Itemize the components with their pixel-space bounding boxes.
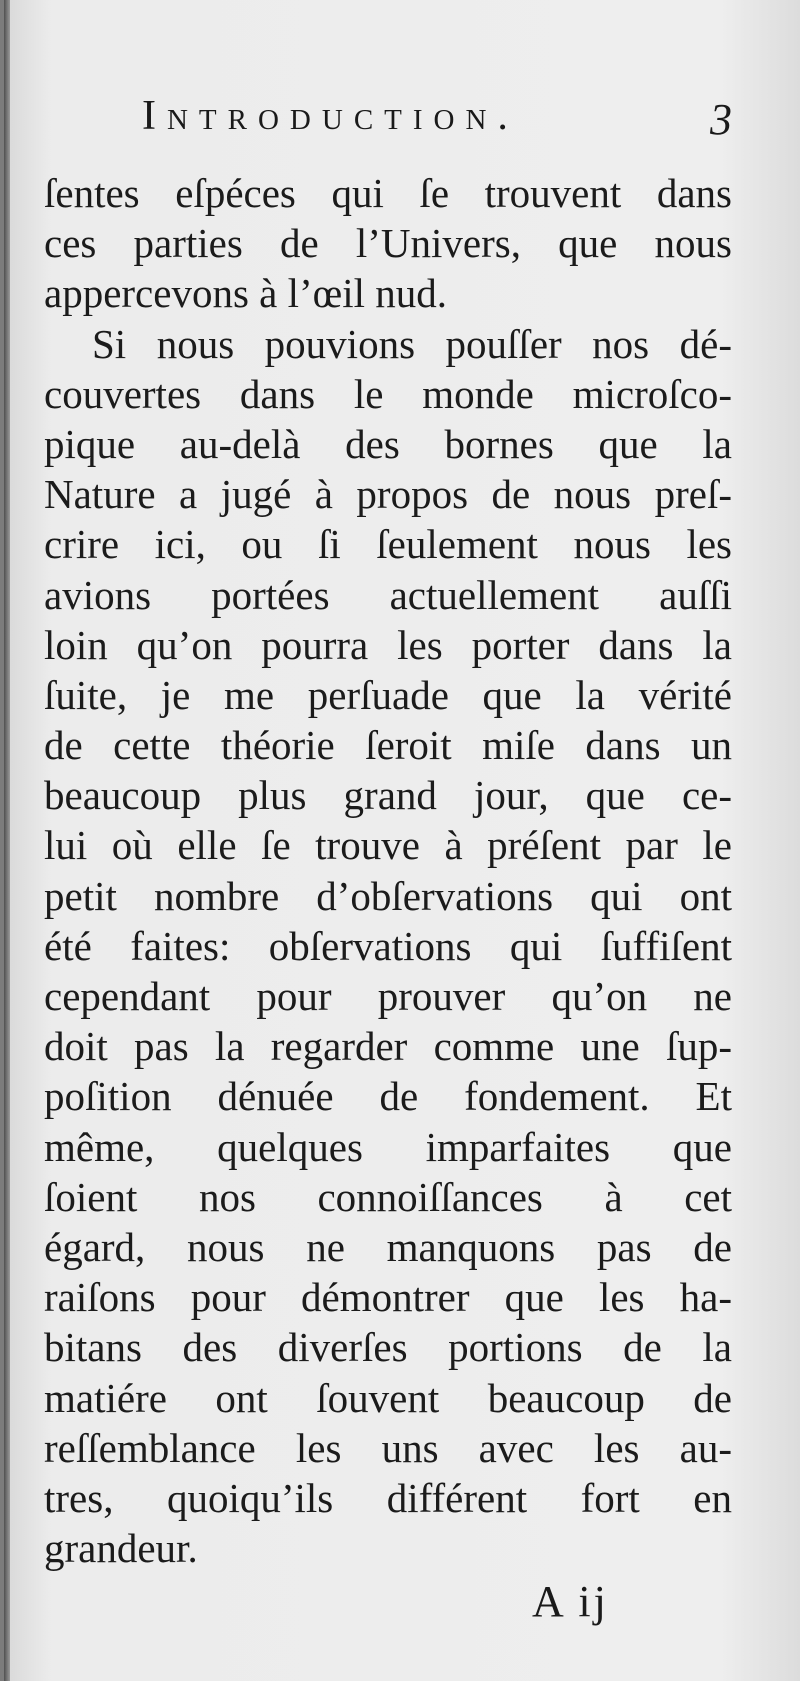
paragraph-first-line: Si nous pouvions pouſſer nos dé- <box>92 320 732 367</box>
text-line: Nature a jugé à propos de nous preſ- <box>44 471 732 518</box>
text-line: ſentes eſpéces qui ſe trouvent dans <box>44 170 732 216</box>
book-page <box>4 0 800 1681</box>
text-line: loin qu’on pourra les porter dans la <box>44 621 732 668</box>
text-line: ſuite, je me perſuade que la vérité <box>44 671 732 718</box>
text-line: avions portées actuellement auſſi <box>44 571 732 618</box>
text-line: matiére ont ſouvent beaucoup de <box>44 1374 732 1421</box>
text-line: égard, nous ne manquons pas de <box>44 1223 732 1270</box>
text-line: de cette théorie ſeroit miſe dans un <box>44 722 732 769</box>
text-line: doit pas la regarder comme une ſup- <box>44 1023 732 1070</box>
text-line: lui où elle ſe trouve à préſent par le <box>44 822 732 869</box>
text-line: ces parties de l’Univers, que nous <box>44 220 732 267</box>
body-text <box>44 168 732 1573</box>
text-line: ſoient nos connoiſſances à cet <box>44 1173 732 1220</box>
text-line: même, quelques imparfaites que <box>44 1123 732 1170</box>
signature-mark: A ij <box>532 1577 609 1626</box>
text-line: crire ici, ou ſi ſeulement nous les <box>44 521 732 568</box>
text-line: reſſemblance les uns avec les au- <box>44 1424 732 1471</box>
text-line: petit nombre d’obſervations qui ont <box>44 872 732 919</box>
page-gutter-edge <box>4 0 10 1681</box>
text-line: poſition dénuée de fondement. Et <box>44 1073 732 1120</box>
text-line: couvertes dans le monde microſco- <box>44 370 732 417</box>
running-head: Introduction. <box>142 93 519 139</box>
page-header <box>142 92 732 152</box>
text-line: été faites: obſervations qui ſuffiſent <box>44 922 732 969</box>
text-line: grandeur. <box>44 1525 198 1572</box>
text-line: beaucoup plus grand jour, que ce- <box>44 772 732 819</box>
text-line: raiſons pour démontrer que les ha- <box>44 1274 732 1321</box>
text-line: appercevons à l’œil nud. <box>44 270 448 317</box>
page-number: 3 <box>710 95 732 144</box>
text-line: cependant pour prouver qu’on ne <box>44 973 732 1019</box>
text-line: pique au-delà des bornes que la <box>44 420 732 467</box>
text-line: bitans des diverſes portions de la <box>44 1324 732 1371</box>
text-line: tres, quoiqu’ils différent fort en <box>44 1474 732 1521</box>
